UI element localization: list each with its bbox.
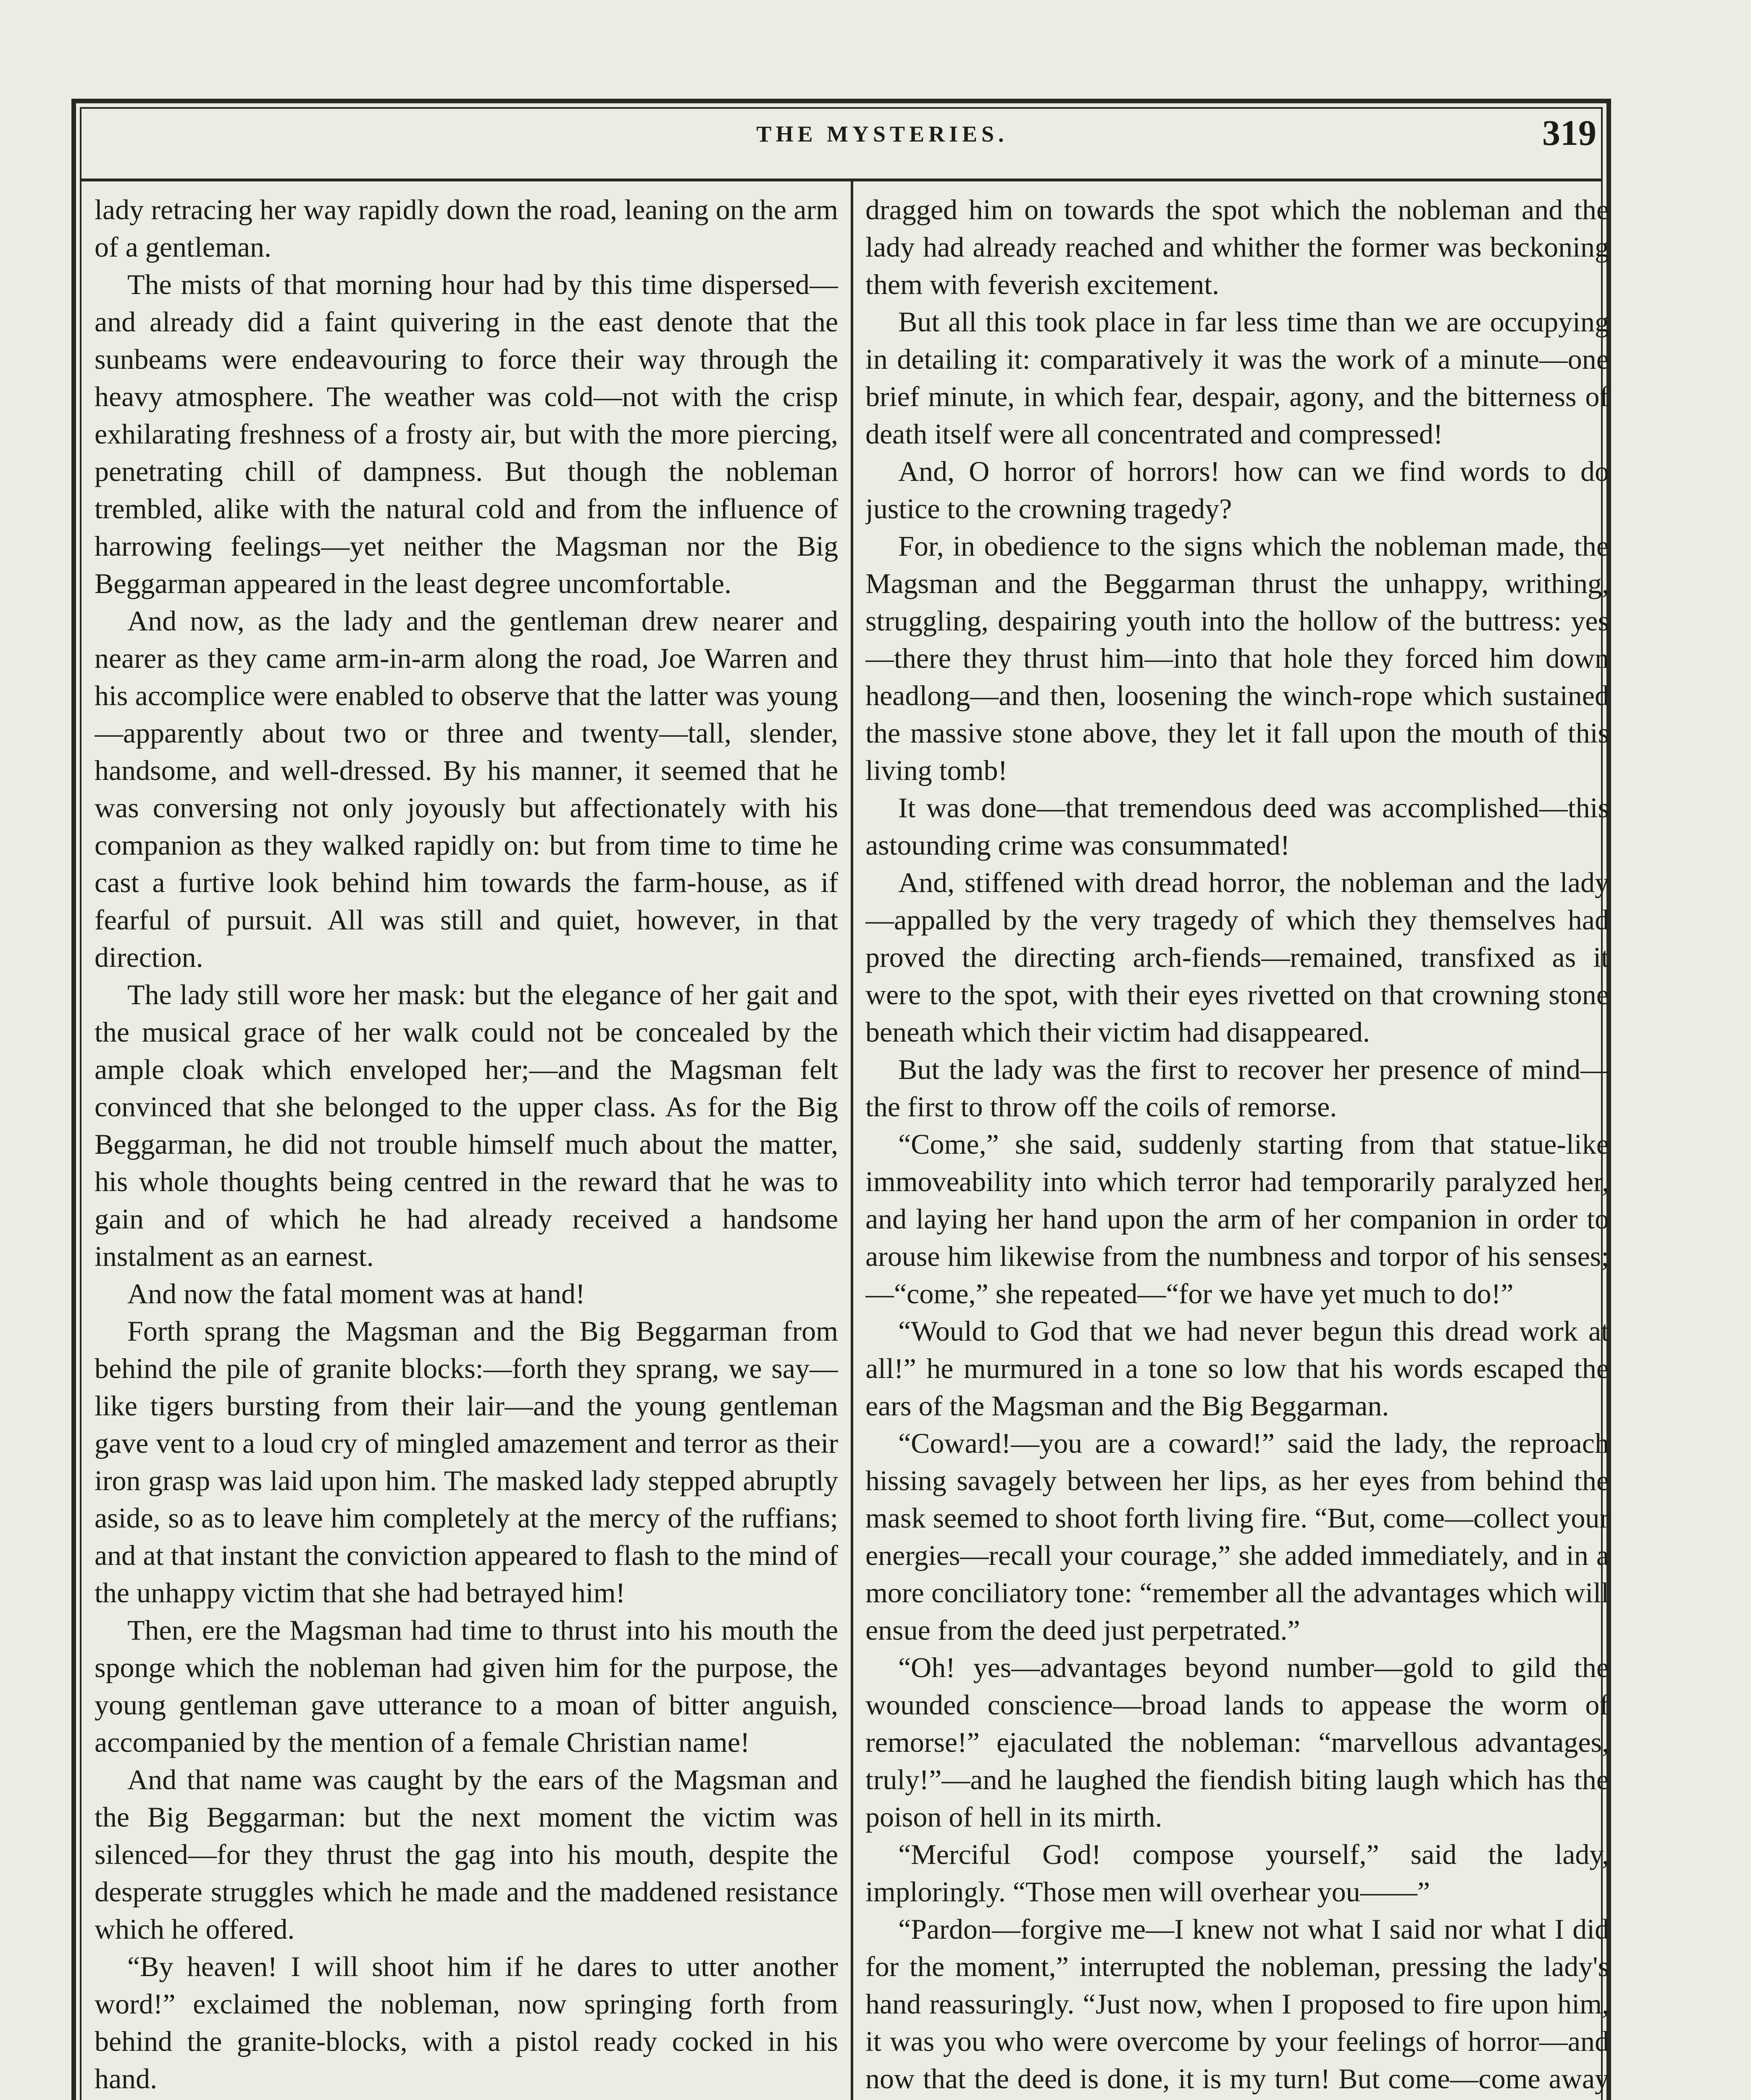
paragraph: And now the fatal moment was at hand! — [127, 1278, 585, 1310]
right-column — [865, 191, 1609, 2100]
paragraph: The lady still wore her mask: but the elegance of her gait and the musical grace of her walk could not be concealed by the ample cloak which enveloped her;—and the Magsman felt convinced that she belonged to the upper class. As for the Big Beggarman, he did not trouble himself much about the matter, his whole thoughts being centred in the reward that he was to gain and of which he had already received a handsome instalment as an earnest. — [95, 979, 838, 1272]
page-number: 319 — [1542, 113, 1596, 153]
header-rule — [80, 178, 1603, 181]
paragraph: “Would to God that we had never begun this dread work at all!” he murmured in a tone so low that his words escaped the ears of the Magsman and the Big Beggarman. — [865, 1315, 1609, 1422]
paragraph: Then, ere the Magsman had time to thrust into his mouth the sponge which the nobleman had given him for the purpose, the young gentleman gave utterance to a moan of bitter anguish, accompanied by the mention of a female Christian name! — [95, 1614, 838, 1758]
paragraph: The mists of that morning hour had by this time dispersed—and already did a faint quivering in the east denote that the sunbeams were endeavouring to force their way through the heavy atmosphere. The weather was cold—not with the crisp exhilarating freshness of a frosty air, but with the more piercing, penetrating chill of dampness. But though the nobleman trembled, alike with the natural cold and from the influence of harrowing feelings—yet neither the Magsman nor the Big Beggarman appeared in the least degree uncomfortable. — [95, 268, 838, 599]
paragraph: For, in obedience to the signs which the nobleman made, the Magsman and the Beggarman thrust the unhappy, writhing, struggling, despairing youth into the hollow of the buttress: yes—there they thrust him—into that hole they forced him down headlong—and then, loosening the winch-rope which sustained the massive stone above, they let it fall upon the mouth of this living tomb! — [865, 530, 1609, 786]
paragraph: And now, as the lady and the gentleman drew nearer and nearer as they came arm-in-arm along the road, Joe Warren and his accomplice were enabled to observe that the latter was young—apparently about two or three and twenty—tall, slender, handsome, and well-dressed. By his manner, it seemed that he was conversing not only joyously but affectionately with his companion as they walked rapidly on: but from time to time he cast a furtive look behind him towards the farm-house, as if fearful of pursuit. All was still and quiet, however, in that direction. — [95, 605, 838, 973]
paragraph: And, stiffened with dread horror, the nobleman and the lady—appalled by the very tragedy of which they themselves had proved the directing arch-fiends—remained, transfixed as it were to the spot, with their eyes rivetted on that crowning stone beneath which their victim had disappeared. — [865, 866, 1609, 1048]
paragraph: But the lady was the first to recover her presence of mind—the first to throw off the coils of remorse. — [865, 1053, 1609, 1123]
paragraph: And, O horror of horrors! how can we find words to do justice to the crowning tragedy? — [865, 455, 1609, 525]
paragraph: dragged him on towards the spot which the nobleman and the lady had already reached and whither the former was beckoning them with feverish excitement. — [865, 194, 1609, 300]
paragraph: “Merciful God! compose yourself,” said the lady, imploringly. “Those men will overhear you——” — [865, 1838, 1609, 1908]
paragraph: “By heaven! I will shoot him if he dares to utter another word!” exclaimed the nobleman, now springing forth from behind the granite-blocks, with a pistol ready cocked in his hand. — [95, 1950, 838, 2095]
paragraph: “Coward!—you are a coward!” said the lady, the reproach hissing savagely between her lips, as her eyes from behind the mask seemed to shoot forth living fire. “But, come—collect your energies—recall your courage,” she added immediately, and in a more conciliatory tone: “remember all the advantages which will ensue from the deed just perpetrated.” — [865, 1427, 1609, 1646]
paragraph — [95, 2097, 838, 2100]
column-divider — [851, 181, 853, 2100]
paragraph: It was done—that tremendous deed was accomplished—this astounding crime was consummated! — [865, 792, 1609, 861]
paragraph: Forth sprang the Magsman and the Big Beggarman from behind the pile of granite blocks:—forth they sprang, we say—like tigers bursting from their lair—and the young gentleman gave vent to a loud cry of mingled amazement and terror as their iron grasp was laid upon him. The masked lady stepped abruptly aside, so as to leave him completely at the mercy of the ruffians; and at that instant the conviction appeared to flash to the mind of the unhappy victim that she had betrayed him! — [95, 1315, 838, 1609]
paragraph: “Come,” she said, suddenly starting from that statue-like immoveability into which terror had temporarily paralyzed her, and laying her hand upon the arm of her companion in order to arouse him likewise from the numbness and torpor of his senses;—“come,” she repeated—“for we have yet much to do!” — [865, 1128, 1609, 1310]
paragraph: “Oh! yes—advantages beyond number—gold to gild the wounded conscience—broad lands to appease the worm of remorse!” ejaculated the nobleman: “marvellous advantages, truly!”—and he laughed the fiendish biting laugh which has the poison of hell in its mirth. — [865, 1651, 1609, 1833]
left-column — [95, 191, 838, 2100]
paragraph: lady retracing her way rapidly down the road, leaning on the arm of a gentleman. — [95, 194, 838, 263]
running-title: THE MYSTERIES. — [756, 121, 1008, 147]
paragraph: And that name was caught by the ears of the Magsman and the Big Beggarman: but the next moment the victim was silenced—for they thrust the gag into his mouth, despite the desperate struggles which he made and the maddened resistance which he offered. — [95, 1764, 838, 1945]
paragraph: “Pardon—forgive me—I knew not what I said nor what I did for the moment,” interrupted the nobleman, pressing the lady's hand reassuringly. “Just now, when I proposed to fire upon him, it was you who were overcome by your feelings of horror—and now that the deed is done, it is my turn! But come—come away — [865, 1913, 1609, 2095]
paragraph: But all this took place in far less time than we are occupying in detailing it: comparatively it was the work of a minute—one brief minute, in which fear, despair, agony, and the bitterness of death itself were all concentrated and compressed! — [865, 306, 1609, 450]
